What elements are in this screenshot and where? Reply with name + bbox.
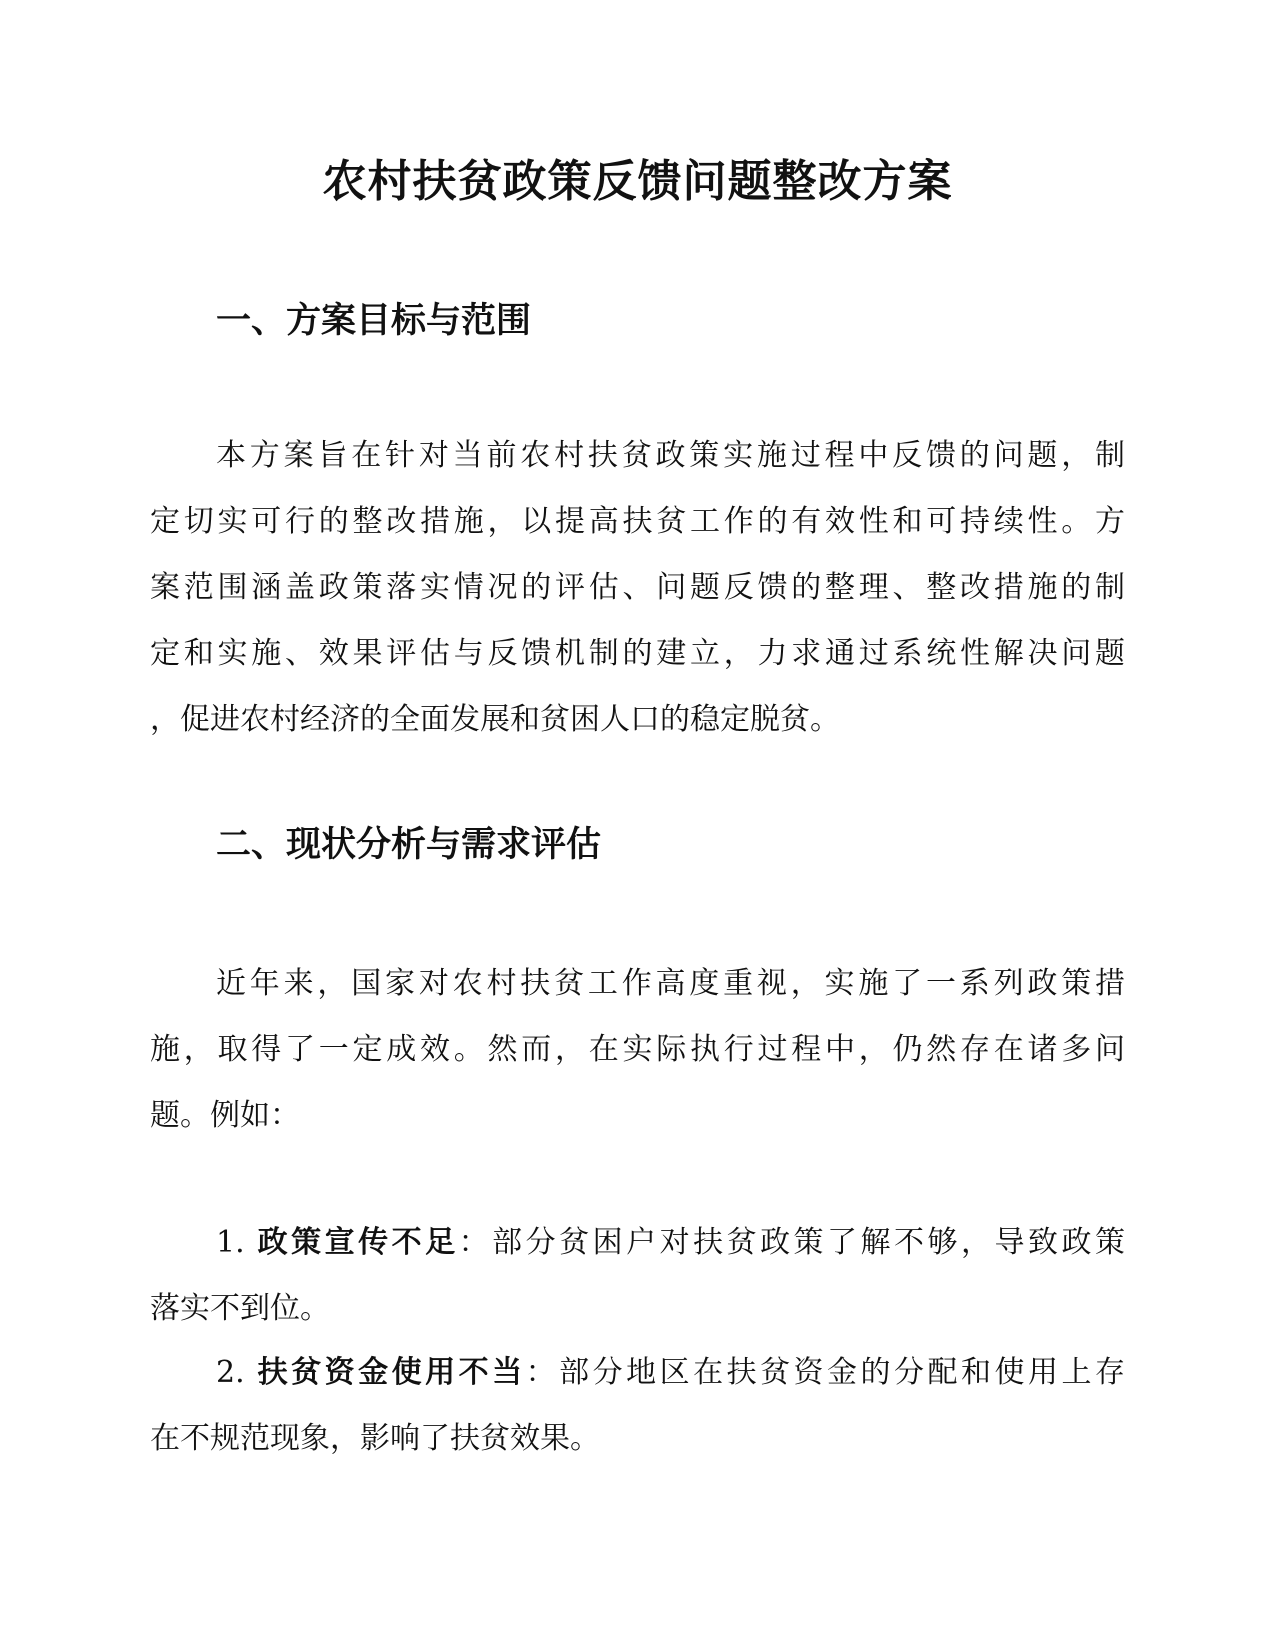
section-paragraph-goals xyxy=(150,423,1125,753)
list-item-policy-publicity xyxy=(150,1210,1125,1342)
paragraph-line: ，促进农村经济的全面发展和贫困人口的稳定脱贫。 xyxy=(150,702,840,737)
list-item-second-line: 在不规范现象，影响了扶贫效果。 xyxy=(150,1421,600,1456)
list-item-number: 2. xyxy=(216,1355,258,1390)
section-heading-goals: 一、方案目标与范围 xyxy=(216,301,532,341)
paragraph-line: 施，取得了一定成效。然而，在实际执行过程中，仍然存在诸多问 xyxy=(150,1032,1125,1067)
section-paragraph-analysis xyxy=(150,951,1125,1149)
list-item-text: ：部分贫困户对扶贫政策了解不够，导致政策 xyxy=(458,1225,1125,1260)
paragraph-line: 案范围涵盖政策落实情况的评估、问题反馈的整理、整改措施的制 xyxy=(150,570,1125,605)
list-item-label: 扶贫资金使用不当 xyxy=(257,1355,526,1390)
list-item-first-line xyxy=(150,1340,1125,1406)
list-item-text: ：部分地区在扶贫资金的分配和使用上存 xyxy=(525,1355,1125,1390)
document-title: 农村扶贫政策反馈问题整改方案 xyxy=(322,156,953,207)
list-item-number: 1. xyxy=(216,1225,258,1260)
paragraph-line: 本方案旨在针对当前农村扶贫政策实施过程中反馈的问题，制 xyxy=(216,438,1125,473)
list-item-fund-usage xyxy=(150,1340,1125,1472)
list-item-label: 政策宣传不足 xyxy=(257,1225,459,1260)
paragraph-line: 定和实施、效果评估与反馈机制的建立，力求通过系统性解决问题 xyxy=(150,636,1125,671)
list-item-second-line: 落实不到位。 xyxy=(150,1291,330,1326)
list-item-first-line xyxy=(150,1210,1125,1276)
paragraph-line: 题。例如： xyxy=(150,1098,300,1133)
paragraph-line: 定切实可行的整改措施，以提高扶贫工作的有效性和可持续性。方 xyxy=(150,504,1125,539)
paragraph-line: 近年来，国家对农村扶贫工作高度重视，实施了一系列政策措 xyxy=(216,966,1125,1001)
section-heading-analysis: 二、现状分析与需求评估 xyxy=(216,825,602,865)
